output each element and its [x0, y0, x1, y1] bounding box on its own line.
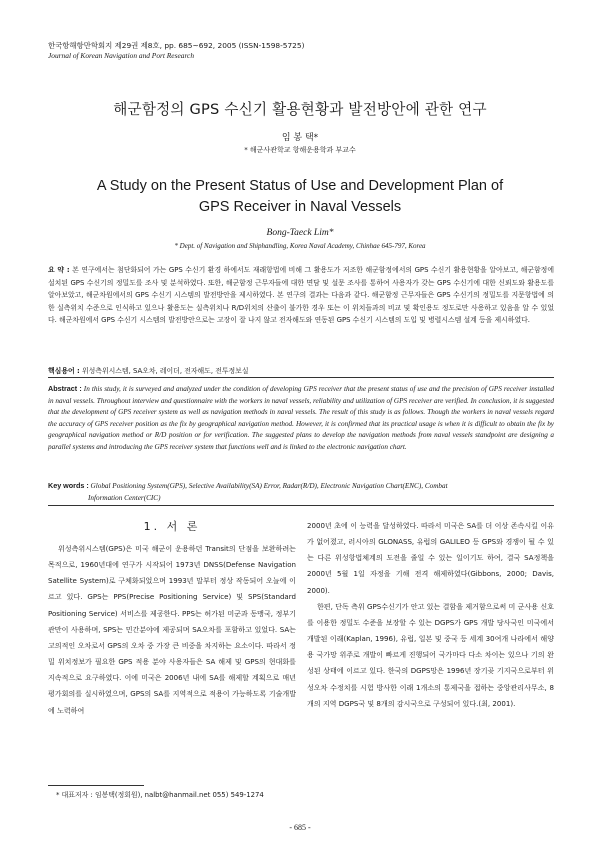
footnote: * 대표저자 : 임봉택(정회원), nalbt@hanmail.net 055) 549-1274 — [56, 791, 264, 799]
abstract-ko-text: 본 연구에서는 첨단화되어 가는 GPS 수신기 환경 하에서도 재래항법에 비해 그 활용도가 저조한 해군함정에서의 GPS 수신기 활용현황을 알아보고, 해군함정에 설치된 GPS 수신기의 정밀도를 조사 및 분석하였다. 또한, 해군함정 근무자들에 대한 면담 및 설문 조사를 통하여 사용자가 갖는 GPS 수신기에 대한 신뢰도와 활용도를 알아보았고, 해군차원에서의 GPS 수신기 시스템의 발전방안을 제시하였다. 본 연구의 결과는 다음과 같다. 해군함정 근무자들은 GPS 수신기의 정밀도를 지문항법에 의한 실측위치 수준으로 인식하고 있으나 활용도는 실측위치나 R/D위치의 산출이 불가한 경우 또는 이 위치들과의 비교 및 확인용도 정도로만 사용하고 있음을 알 수 있었다. 해군차원에서 GPS 수신기 시스템의 발전방안으로는 고장이 잘 나지 않고 전자해도와 연동된 GPS 수신기 시스템의 도입 및 병렬시스템 설계 등을 제시하였다. — [48, 266, 554, 325]
paper-title-ko: 해군함정의 GPS 수신기 활용현황과 발전방안에 관한 연구 — [113, 101, 487, 118]
keywords-en — [48, 480, 554, 504]
abstract-ko — [48, 264, 554, 327]
keywords-en-label: Key words : — [48, 481, 89, 490]
body-right-column — [307, 518, 554, 712]
journal-citation: 한국항해항만학회지 제29권 제8호, pp. 685~692, 2005 (ISSN-1598-5725) — [48, 41, 305, 50]
keywords-en-line2: Information Center(CIC) — [88, 493, 161, 502]
author-ko: 임 봉 택* — [281, 133, 319, 143]
paper-title-en-line1: A Study on the Present Status of Use and Development Plan of — [96, 178, 504, 194]
affiliation-ko: * 해군사관학교 항해운용학과 부교수 — [244, 146, 356, 154]
abstract-en — [48, 383, 554, 454]
paper-title-en — [0, 176, 600, 218]
abstract-ko-label: 요 약 : — [48, 266, 70, 274]
author-en: Bong-Taeck Lim* — [266, 228, 334, 238]
section-heading: 1. 서 론 — [143, 520, 201, 533]
abstract-en-text: In this study, it is surveyed and analyzed under the condition of developing GPS receiver that the present status of use and the precision of GPS receiver installed in naval vessels. Throughout interview and questionnaire with the workers in naval vessels, reliability and utilization of GPS receiver are verified. In conclusion, it is suggested that the development of GPS receiver system as well as navigation methods in naval vessels. The result of this study is as follows. Though the workers in naval vessels regard the accuracy of GPS receiver position as the fix by geographical navigation method. However, it is confirmed that its practical usage is when it is difficult to obtain the fix by geographical navigation method or R/D position or for verification. The suggested plans to develop the navigation methods from naval vessels standpoint are designing a parallel systems and introducing the GPS receiver system that functions well and is linked to the electronic navigation chart. — [48, 385, 554, 451]
paper-title-en-line2: GPS Receiver in Naval Vessels — [198, 199, 402, 215]
keywords-divider — [48, 505, 554, 506]
body-left-column: 위성측위시스템(GPS)은 미국 해군이 운용하던 Transit의 단점을 보완하려는 목적으로, 1960년대에 연구가 시작되어 1973년 DNSS(Defense Navigation Satellite System)로 구체화되었으며 1993년 말부터 정상 작동되어 오늘에 이르고 있다. GPS는 PPS(Precise Positioning Service) 및 SPS(Standard Positioning Service) 서비스를 제공한다. PPS는 허가된 미군과 동맹국, 정부기관만이 사용하며, SPS는 민간분야에 제공되며 SA오차를 포함하고 있었다. SA는 고의적인 오차로서 GPS의 오차 중 가장 큰 비중을 차지하는 요소이다. 따라서 정밀 위치정보가 필요한 GPS 적용 분야 사용자들은 SA 해제 및 GPS의 현대화를 지속적으로 요구하였다. 이에 미국은 2006년 내에 SA를 해제할 계획으로 매년 평가회의를 실시하였으며, GPS의 SA를 지역적으로 적용이 가능하도록 기술개발에 노력하여 — [48, 544, 296, 715]
footnote-rule — [48, 785, 144, 786]
keywords-ko-label: 핵심용어 : — [48, 367, 80, 375]
affiliation-en: * Dept. of Navigation and Shiphandling, Korea Naval Academy, Chinhae 645-797, Korea — [174, 242, 426, 250]
body-paragraph: 2000년 초에 이 능력을 달성하였다. 따라서 미국은 SA를 더 이상 존속시킬 이유가 없어졌고, 러시아의 GLONASS, 유럽의 GALILEO 등 GPS와 경쟁이 될 수 있는 다른 위성항법체계의 도전을 줄일 수 있는 일이기도 하여, 결국 SA정책을 2000년 5월 1일 자정을 기해 전격 해제하였다(Gibbons, 2000; Davis, 2000). — [307, 521, 554, 595]
abstract-en-label: Abstract : — [48, 384, 82, 393]
keywords-en-line1: Global Positioning System(GPS), Selective Availability(SA) Error, Radar(R/D), Electronic Navigation Chart(ENC), Combat — [88, 482, 448, 490]
page-number: - 685 - — [289, 823, 311, 832]
journal-name-en: Journal of Korean Navigation and Port Research — [48, 51, 195, 60]
keywords-ko — [48, 365, 554, 375]
abstract-divider — [48, 377, 554, 378]
body-paragraph: 한편, 단독 측위 GPS수신기가 안고 있는 결함을 제거함으로써 미 군사용 신호를 이용한 정밀도 수준을 보장할 수 있는 DGPS가 GPS 개발 당사국인 미국에서 개발된 이래(Kaplan, 1996), 유럽, 일본 및 중국 등 세계 30여개 나라에서 해양용 국가망 위주로 개발이 빠르게 진행되어 국가마다 다소 차이는 있으나 기의 완성된 상태에 이르고 있다. 한국의 DGPS망은 1996년 장기곶 기지국으로부터 위성오차 수정치를 시험 방사한 이래 1개소의 통제국을 접하는 중앙관리사무소, 8개의 지역 DGPS국 및 8개의 감시국으로 구성되어 있다.(최, 2001). — [307, 601, 554, 708]
keywords-ko-text: 위성측위시스템, SA오차, 레이더, 전자해도, 전투정보실 — [79, 367, 249, 375]
